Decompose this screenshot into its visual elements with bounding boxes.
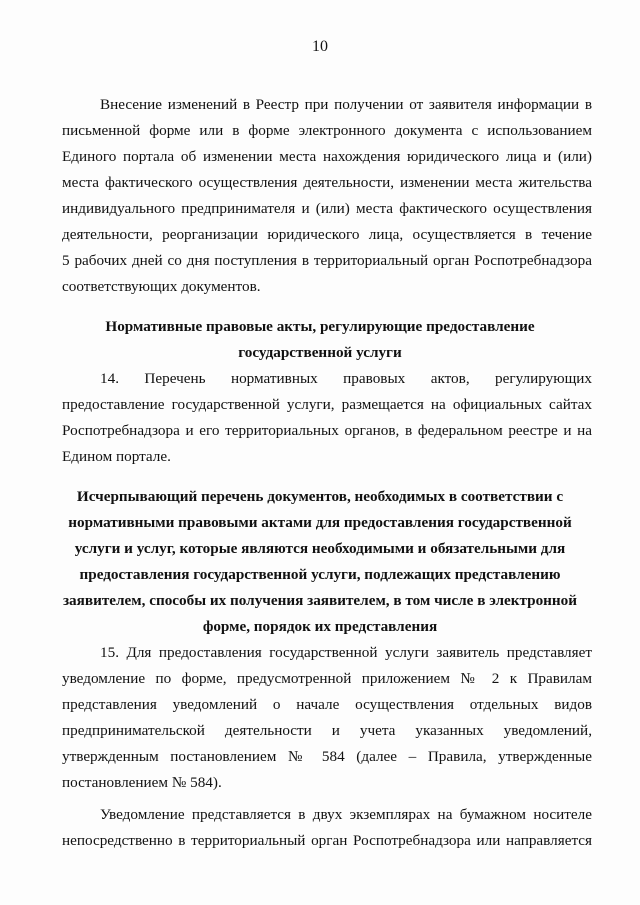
page-number: 10 xyxy=(312,38,328,55)
paragraph-line: индивидуального предпринимателя и (или) места фактического осуществления xyxy=(62,200,592,217)
paragraph-line: деятельности, реорганизации юридического лица, осуществляется в течение xyxy=(62,226,592,243)
section-heading: предоставления государственной услуги, подлежащих представлению xyxy=(79,566,561,583)
section-heading: государственной услуги xyxy=(238,344,402,361)
paragraph-line: предпринимательской деятельности и учета указанных уведомлений, xyxy=(62,722,592,739)
paragraph-line: Внесение изменений в Реестр при получении от заявителя информации в xyxy=(100,96,592,113)
paragraph-line: уведомление по форме, предусмотренной приложением № 2 к Правилам xyxy=(62,670,592,687)
paragraph-line: непосредственно в территориальный орган Роспотребнадзора или направляется xyxy=(62,832,592,849)
paragraph-line: Единого портала об изменении места нахождения юридического лица и (или) xyxy=(62,148,592,165)
paragraph-line: 14. Перечень нормативных правовых актов, регулирующих xyxy=(100,370,592,387)
paragraph-line: Роспотребнадзора и его территориальных органов, в федеральном реестре и на xyxy=(62,422,592,439)
paragraph-line: предоставление государственной услуги, размещается на официальных сайтах xyxy=(62,396,592,413)
section-heading: услуги и услуг, которые являются необходимыми и обязательными для xyxy=(74,540,566,557)
paragraph-line: Едином портале. xyxy=(62,448,171,465)
paragraph-line: представления уведомлений о начале осуществления отдельных видов xyxy=(62,696,592,713)
section-heading: нормативными правовыми актами для предоставления государственной xyxy=(68,514,572,531)
section-heading: Нормативные правовые акты, регулирующие предоставление xyxy=(105,318,535,335)
section-heading: заявителем, способы их получения заявителем, в том числе в электронной xyxy=(62,592,578,609)
paragraph-line: письменной форме или в форме электронного документа с использованием xyxy=(62,122,592,139)
paragraph-line: утвержденным постановлением № 584 (далее – Правила, утвержденные xyxy=(62,748,592,765)
paragraph-line: постановлением № 584). xyxy=(62,774,222,791)
paragraph-line: Уведомление представляется в двух экземплярах на бумажном носителе xyxy=(100,806,592,823)
section-heading: Исчерпывающий перечень документов, необходимых в соответствии с xyxy=(76,488,564,505)
section-heading: форме, порядок их представления xyxy=(202,618,438,635)
paragraph-line: соответствующих документов. xyxy=(62,278,261,295)
paragraph-line: 15. Для предоставления государственной услуги заявитель представляет xyxy=(100,644,592,661)
paragraph-line: 5 рабочих дней со дня поступления в территориальный орган Роспотребнадзора xyxy=(62,252,592,269)
paragraph-line: места фактического осуществления деятельности, изменении места жительства xyxy=(62,174,592,191)
